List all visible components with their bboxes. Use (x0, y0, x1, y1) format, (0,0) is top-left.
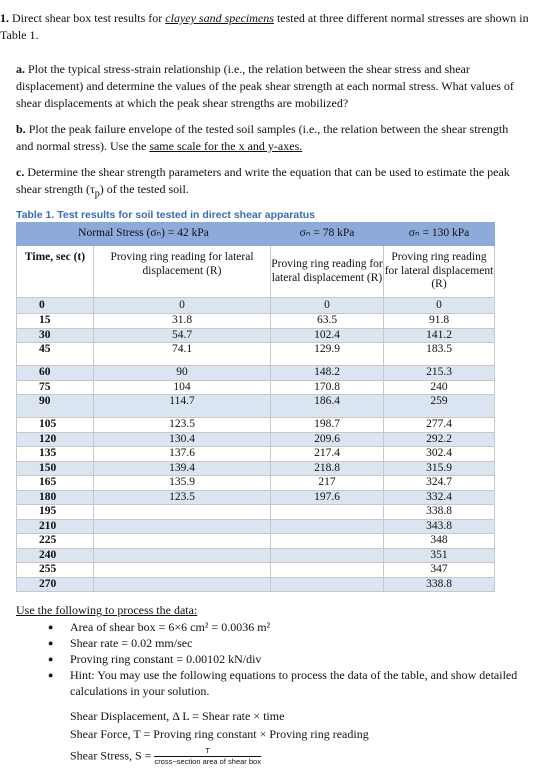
part-a-text: Plot the typical stress-strain relationship (i.e., the relation between the shear stress and shear displacement) and determine the values of the peak shear strength at each normal stress. What values of shear displacements at which the peak shear strengths are mobilized? (16, 62, 514, 110)
time-cell: 105 (17, 418, 94, 433)
reading-cell: 292.2 (384, 432, 495, 447)
reading-cell: 186.4 (271, 395, 384, 418)
reading-cell: 129.9 (271, 343, 384, 366)
normal-stress-130: σₙ = 130 kPa (384, 223, 495, 246)
reading-cell: 347 (384, 563, 495, 578)
reading-cell: 240 (384, 380, 495, 395)
time-cell: 255 (17, 563, 94, 578)
reading-cell: 170.8 (271, 380, 384, 395)
reading-cell: 148.2 (271, 366, 384, 381)
reading-cell: 135.9 (94, 476, 271, 491)
reading-cell: 217 (271, 476, 384, 491)
part-c-label: c. (16, 165, 25, 179)
reading-cell: 137.6 (94, 447, 271, 462)
reading-cell: 217.4 (271, 447, 384, 462)
list-item: ● Area of shear box = 6×6 cm² = 0.0036 m² (48, 619, 528, 635)
time-cell: 120 (17, 432, 94, 447)
part-c-text: Determine the shear strength parameters and write the equation that can be used to estimate the peak shear strength (τ (16, 165, 510, 196)
reading-cell (271, 534, 384, 549)
question-1-text-end: tested at three different normal stresses are shown in Table 1. (0, 11, 529, 42)
reading-cell: 348 (384, 534, 495, 549)
table-row (17, 476, 495, 491)
reading-cell (94, 519, 271, 534)
reading-cell (94, 548, 271, 563)
table-row (17, 534, 495, 549)
table-row (17, 314, 495, 329)
reading-cell: 315.9 (384, 461, 495, 476)
reading-cell (94, 534, 271, 549)
reading-cell: 343.8 (384, 519, 495, 534)
reading-cell: 141.2 (384, 328, 495, 343)
time-cell: 165 (17, 476, 94, 491)
reading-cell: 0 (94, 298, 271, 314)
table-row (17, 461, 495, 476)
reading-cell (271, 548, 384, 563)
equation-stress (70, 746, 261, 767)
table-row (17, 447, 495, 462)
part-c (16, 164, 526, 202)
time-cell: 45 (17, 343, 94, 366)
normal-stress-78: σₙ = 78 kPa (271, 223, 384, 246)
time-cell: 225 (17, 534, 94, 549)
table-row (17, 548, 495, 563)
process-list (48, 619, 528, 699)
part-b (16, 121, 526, 155)
normal-stress-row (17, 223, 495, 246)
time-header: Time, sec (t) (17, 246, 94, 298)
fraction-numerator: T (154, 746, 261, 757)
equation-force: Shear Force, T = Proving ring constant × Proving ring reading (70, 727, 369, 741)
table-caption: Table 1. Test results for soil tested in direct shear apparatus (16, 209, 315, 221)
time-cell: 150 (17, 461, 94, 476)
reading-cell: 209.6 (271, 432, 384, 447)
results-table (16, 222, 495, 592)
reading-cell: 114.7 (94, 395, 271, 418)
reading-cell: 218.8 (271, 461, 384, 476)
table-row (17, 366, 495, 381)
reading-cell (271, 563, 384, 578)
reading-cell: 54.7 (94, 328, 271, 343)
header-row (17, 246, 495, 298)
table-row (17, 490, 495, 505)
time-cell: 180 (17, 490, 94, 505)
table-row (17, 343, 495, 366)
time-cell: 135 (17, 447, 94, 462)
reading-header-78: Proving ring reading for lateral displacement (R) (271, 246, 384, 298)
part-b-label: b. (16, 122, 26, 136)
table-row (17, 380, 495, 395)
time-cell: 75 (17, 380, 94, 395)
table-row (17, 563, 495, 578)
stress-fraction (154, 746, 261, 767)
reading-cell (271, 505, 384, 520)
reading-cell: 130.4 (94, 432, 271, 447)
reading-cell: 332.4 (384, 490, 495, 505)
reading-cell: 139.4 (94, 461, 271, 476)
table-row (17, 418, 495, 433)
time-cell: 0 (17, 298, 94, 314)
table-row (17, 298, 495, 314)
reading-cell: 123.5 (94, 490, 271, 505)
reading-cell: 102.4 (271, 328, 384, 343)
reading-cell: 351 (384, 548, 495, 563)
list-item: ● Shear rate = 0.02 mm/sec (48, 635, 528, 651)
reading-cell: 123.5 (94, 418, 271, 433)
reading-cell: 324.7 (384, 476, 495, 491)
table-row (17, 519, 495, 534)
equation-displacement: Shear Displacement, Δ L = Shear rate × time (70, 709, 285, 723)
list-item: ● Hint: You may use the following equations to process the data of the table, and show detailed calculations in your solution. (48, 667, 528, 699)
equation-stress-label: Shear Stress, S = (70, 748, 155, 763)
fraction-denominator: cross−section area of shear box (154, 757, 261, 766)
time-cell: 60 (17, 366, 94, 381)
process-heading: Use the following to process the data: (16, 603, 198, 617)
part-c-text-end: ) of the tested soil. (99, 182, 189, 196)
reading-cell (94, 505, 271, 520)
reading-cell: 259 (384, 395, 495, 418)
table-row (17, 395, 495, 418)
table-row (17, 328, 495, 343)
list-item: ● Proving ring constant = 0.00102 kN/div (48, 651, 528, 667)
reading-cell: 31.8 (94, 314, 271, 329)
time-cell: 15 (17, 314, 94, 329)
time-cell: 30 (17, 328, 94, 343)
question-number: 1. (0, 11, 9, 25)
time-cell: 270 (17, 577, 94, 592)
time-cell: 240 (17, 548, 94, 563)
question-1 (0, 10, 540, 44)
normal-stress-42: Normal Stress (σₙ) = 42 kPa (17, 223, 271, 246)
reading-cell: 0 (384, 298, 495, 314)
reading-header-130: Proving ring reading for lateral displacement (R) (384, 246, 495, 298)
reading-cell: 198.7 (271, 418, 384, 433)
reading-cell: 277.4 (384, 418, 495, 433)
part-c-subscript: p (94, 188, 100, 200)
part-b-underlined: same scale for the x and y-axes. (149, 139, 303, 153)
reading-cell (94, 577, 271, 592)
reading-cell (271, 519, 384, 534)
reading-cell: 183.5 (384, 343, 495, 366)
reading-cell: 338.8 (384, 505, 495, 520)
reading-header-42: Proving ring reading for lateral displacement (R) (94, 246, 271, 298)
reading-cell: 338.8 (384, 577, 495, 592)
question-1-text: Direct shear box test results for (9, 11, 166, 25)
table-row (17, 577, 495, 592)
table-row (17, 432, 495, 447)
reading-cell (94, 563, 271, 578)
reading-cell (271, 577, 384, 592)
reading-cell: 63.5 (271, 314, 384, 329)
time-cell: 195 (17, 505, 94, 520)
part-a-label: a. (16, 62, 25, 76)
time-cell: 210 (17, 519, 94, 534)
reading-cell: 0 (271, 298, 384, 314)
table-row (17, 505, 495, 520)
reading-cell: 91.8 (384, 314, 495, 329)
specimen-link: clayey sand specimens (165, 11, 274, 25)
part-a (16, 61, 526, 112)
reading-cell: 90 (94, 366, 271, 381)
reading-cell: 74.1 (94, 343, 271, 366)
reading-cell: 197.6 (271, 490, 384, 505)
time-cell: 90 (17, 395, 94, 418)
reading-cell: 104 (94, 380, 271, 395)
reading-cell: 302.4 (384, 447, 495, 462)
reading-cell: 215.3 (384, 366, 495, 381)
part-b-text: Plot the peak failure envelope of the tested soil samples (i.e., the relation between the shear strength and normal stress). Use the (16, 122, 509, 153)
